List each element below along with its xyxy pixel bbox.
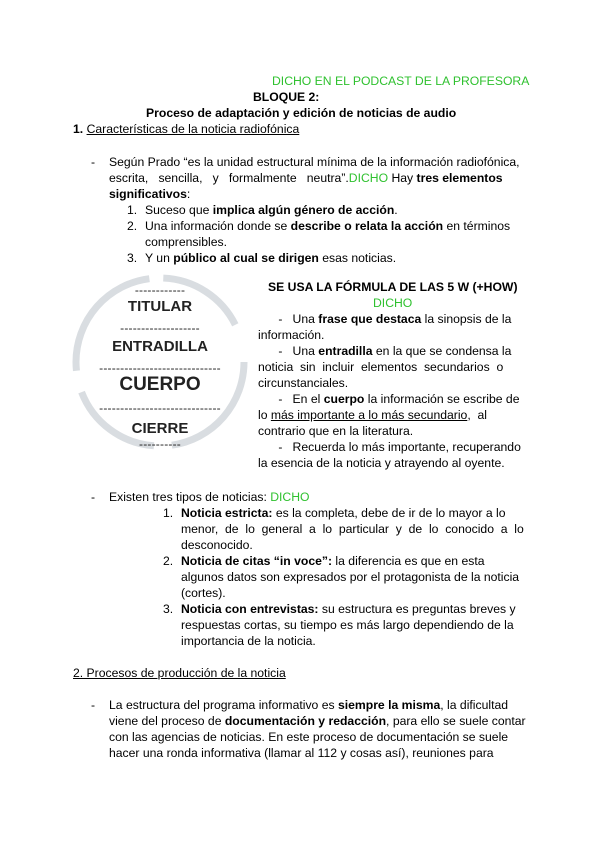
prado-line2a: escrita, sencilla, y formalmente neutra”. [109, 171, 349, 185]
formula-item-3-line2 [258, 407, 528, 423]
type-3-line1 [181, 601, 531, 617]
section2-l1-post: , la dificultad [440, 698, 509, 712]
formula-item-4-line2: la esencia de la noticia y atrayendo al oyente. [258, 456, 505, 470]
formula-item-3-l2a: lo [258, 408, 271, 422]
section2-l2-bold: documentación y redacción [224, 714, 387, 728]
formula-item-4: - Recuerda lo más importante, recuperando [258, 440, 521, 454]
news-structure-diagram [70, 272, 250, 452]
separator-2: ------------------- [120, 321, 200, 335]
formula-title: SE USA LA FÓRMULA DE LAS 5 W (+HOW) [268, 280, 518, 294]
type-1-line2: menor, de lo general a lo particular y de lo conocido a lo [181, 522, 524, 536]
list-item-2-pre: Una información donde se [145, 219, 291, 233]
formula-list [258, 311, 528, 471]
type-1-bold: Noticia estricta: [181, 506, 273, 520]
formula-item-3-pre: En el [292, 392, 324, 406]
type-2-number: 2. [163, 554, 174, 568]
list-item-1-post: . [394, 203, 398, 217]
type-2 [181, 553, 531, 601]
cuerpo-label: CUERPO [119, 374, 201, 395]
formula-item-1-post: la sinopsis de la [421, 312, 512, 326]
prado-line3 [109, 186, 529, 202]
formula-item-3-bold: cuerpo [323, 392, 365, 406]
formula-item-3: - En el cuerpo la información se escribe de [258, 392, 520, 406]
formula-item-2-line3: circunstanciales. [258, 376, 349, 390]
type-2-line3: (cortes). [181, 586, 226, 600]
formula-item-2: - Una entradilla en la que se condensa la [258, 344, 512, 358]
list-item-3-number: 3. [127, 251, 138, 265]
section2-title: 2. Procesos de producción de la noticia [73, 666, 286, 680]
section2-line2 [109, 713, 529, 729]
formula-item-1-pre: Una [292, 312, 319, 326]
section2-l2-pre: viene del proceso de [109, 714, 225, 728]
type-3-line3: importancia de la noticia. [181, 634, 316, 648]
list-item-2-number: 2. [127, 219, 138, 233]
section2-paragraph [109, 697, 529, 761]
prado-line1: Según Prado “es la unidad estructural mínima de la información radiofónica, [109, 155, 520, 169]
formula-item-2-line2: noticia sin incluir elementos secundarios o [258, 360, 504, 374]
titular-label: TITULAR [127, 298, 193, 315]
type-1-l1: es la completa, debe de ir de lo mayor a lo [272, 506, 506, 520]
type-2-line2: algunos datos son expresados por el protagonista de la noticia [181, 570, 520, 584]
list-item-1 [145, 202, 398, 218]
type-2-l1: la diferencia es que en esta [332, 554, 485, 568]
section2-l1-bold: siempre la misma [337, 698, 441, 712]
bullet-dash: - [91, 155, 96, 169]
formula-dicho-tag: DICHO [373, 296, 413, 310]
formula-item-1-cont: información. [258, 328, 325, 342]
types-intro [109, 489, 310, 505]
formula-item-2-post: en la que se condensa la [372, 344, 512, 358]
section2-line3: con las agencias de noticias. En este proceso de documentación se suele [109, 730, 509, 744]
list-item-1-number: 1. [127, 203, 138, 217]
separator-5: ---------- [139, 437, 181, 451]
list-item-1-bold: implica algún género de acción [212, 203, 395, 217]
prado-line2-bold: tres elementos [416, 171, 503, 185]
type-2-line1 [181, 553, 531, 569]
type-1-line3: desconocido. [181, 538, 253, 552]
list-item-3 [145, 250, 396, 266]
prado-line2 [109, 170, 529, 186]
prado-line2b: Hay [388, 171, 417, 185]
type-3 [181, 601, 531, 649]
formula-item-1-bold: frase que destaca [318, 312, 422, 326]
separator-1: ------------ [134, 283, 186, 297]
dicho-tag: DICHO [348, 171, 389, 185]
type-3-l1: su estructura es preguntas breves y [318, 602, 516, 616]
subtitle: Proceso de adaptación y edición de noticias de audio [146, 106, 457, 120]
list-item-3-pre: Y un [145, 251, 174, 265]
section2-l2-post: , para ello se suele contar [386, 714, 526, 728]
entradilla-label: ENTRADILLA [112, 338, 208, 355]
list-item-3-bold: público al cual se dirigen [173, 251, 319, 265]
list-item-2-bold: describe o relata la acción [290, 219, 444, 233]
type-1-number: 1. [163, 506, 174, 520]
type-2-bold: Noticia de citas “in voce”: [181, 554, 333, 568]
separator-3: ----------------------------- [99, 361, 221, 375]
formula-item-3-l2b: , al [467, 408, 487, 422]
formula-item-3-line3: contrario que en la literatura. [258, 424, 414, 438]
block-title: BLOQUE 2: [253, 90, 320, 104]
formula-item-3-post: la información se escribe de [364, 392, 520, 406]
types-dicho-tag: DICHO [270, 490, 310, 504]
section1-heading [73, 121, 299, 137]
type-3-line2: respuestas cortas, su tiempo es más largo dependiendo de la [181, 618, 514, 632]
section1-number: 1. [73, 122, 84, 136]
prado-line3-rest: : [186, 187, 191, 201]
type-1 [181, 505, 531, 553]
list-item-2 [145, 218, 510, 234]
list-item-3-post: esas noticias. [318, 251, 397, 265]
section2-dash: - [91, 698, 96, 712]
types-intro-text: Existen tres tipos de noticias: [109, 490, 271, 504]
separator-4: ----------------------------- [99, 401, 221, 415]
formula-item-2-pre: Una [292, 344, 319, 358]
formula-item-4-text: Recuerda lo más importante, recuperando [292, 440, 521, 454]
section2-line4: hacer una ronda informativa (llamar al 112 y cosas así), reuniones para [109, 746, 494, 760]
list-item-1-pre: Suceso que [145, 203, 213, 217]
prado-line3-bold: significativos [109, 187, 187, 201]
section1-title: Características de la noticia radiofónica [86, 122, 300, 136]
formula-item-3-underline: más importante a lo más secundario [270, 408, 468, 422]
type-3-bold: Noticia con entrevistas: [181, 602, 319, 616]
section2-line1 [109, 697, 529, 713]
type-1-line1 [181, 505, 531, 521]
section2-l1-pre: La estructura del programa informativo es [109, 698, 338, 712]
podcast-note: DICHO EN EL PODCAST DE LA PROFESORA [272, 74, 530, 88]
list-item-2-cont: comprensibles. [145, 235, 227, 249]
prado-definition [109, 154, 529, 202]
formula-item-2-bold: entradilla [318, 344, 373, 358]
type-3-number: 3. [163, 602, 174, 616]
types-dash: - [91, 490, 96, 504]
list-item-2-post: en términos [443, 219, 511, 233]
formula-item-1: - Una frase que destaca la sinopsis de la [258, 312, 512, 326]
cierre-label: CIERRE [131, 420, 189, 437]
